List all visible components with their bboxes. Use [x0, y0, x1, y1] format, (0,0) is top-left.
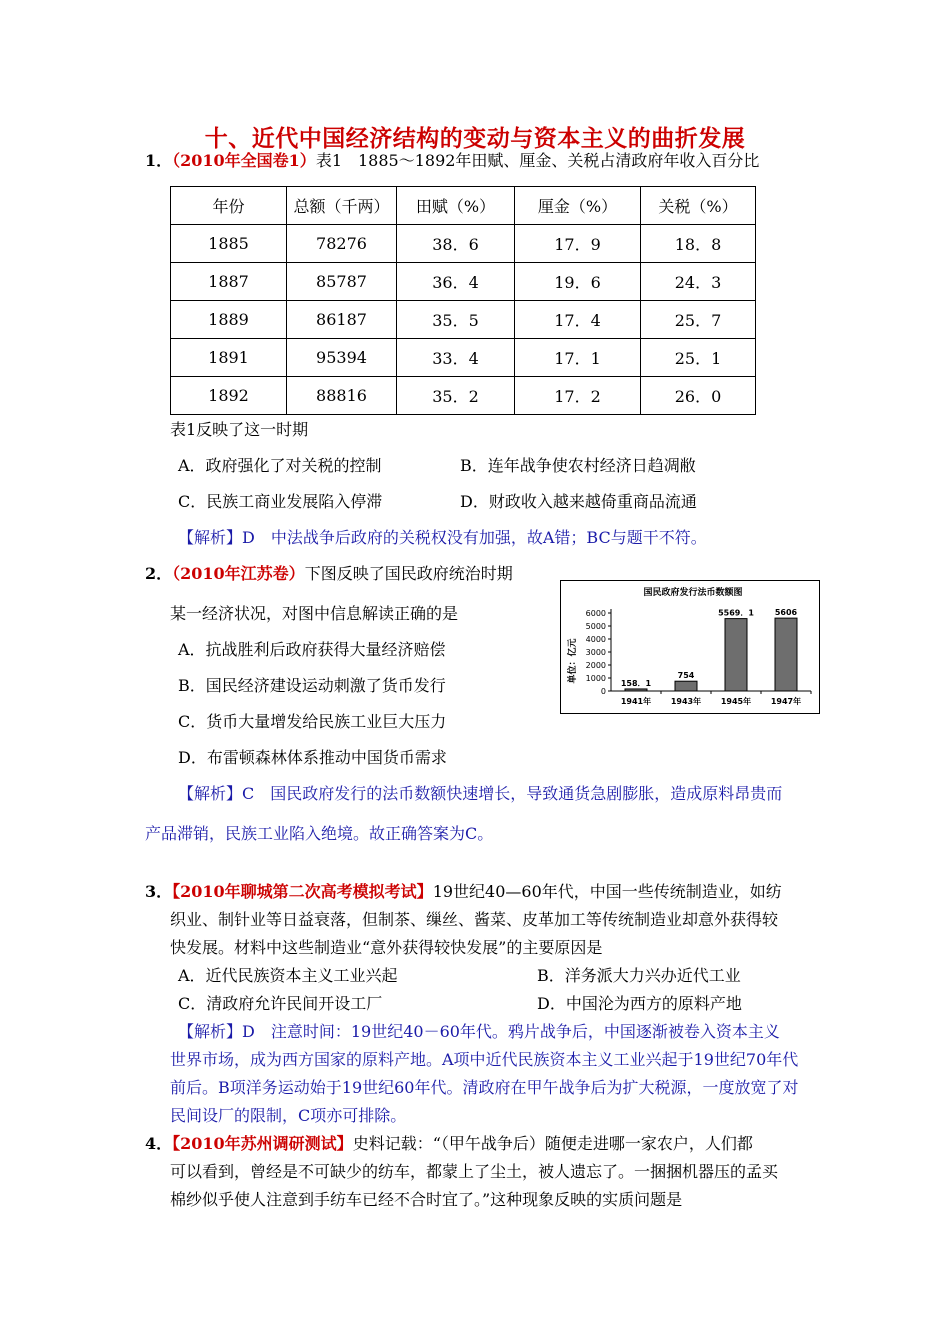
chart-bar	[725, 619, 747, 691]
question-source: 【2010年苏州调研测试】	[172, 1134, 353, 1153]
chart-y-label: 单位：亿元	[568, 638, 578, 684]
table-cell: 33．4	[397, 339, 515, 377]
option-a: A．近代民族资本主义工业兴起	[178, 966, 398, 985]
chart-data-label: 5569．1	[718, 608, 754, 618]
table-header-cell: 关税（%）	[641, 187, 756, 225]
option-b: B．国民经济建设运动刺激了货币发行	[178, 676, 446, 695]
option-d: D．中国沦为西方的原料产地	[537, 994, 742, 1013]
question-3-heading	[145, 884, 782, 900]
table-cell: 25．7	[641, 301, 756, 339]
question-4-heading	[145, 1136, 753, 1152]
table-row	[171, 225, 756, 263]
question-source: （2010年江苏卷）	[172, 564, 305, 583]
option-c: C．民族工商业发展陷入停滞	[178, 492, 383, 511]
chart-y-tick-label: 2000	[585, 661, 606, 670]
table-cell: 1892	[171, 377, 287, 415]
analysis-tag: 【解析】	[178, 528, 243, 547]
analysis-text-cont: 民间设厂的限制，C项亦可排除。	[170, 1106, 407, 1125]
table-cell: 85787	[287, 263, 397, 301]
chart-canvas	[561, 581, 819, 713]
question-stem: 表1 1885～1892年田赋、厘金、关税占清政府年收入百分比	[315, 151, 760, 170]
table-cell: 78276	[287, 225, 397, 263]
table-cell: 24．3	[641, 263, 756, 301]
question-number: 4．	[145, 1134, 173, 1153]
currency-issuance-chart	[560, 580, 820, 714]
table-header-cell: 田赋（%）	[397, 187, 515, 225]
option-b: B．连年战争使农村经济日趋凋敝	[460, 456, 696, 475]
question-2-heading	[145, 566, 513, 582]
table-cell: 17．4	[515, 301, 641, 339]
table-row	[171, 263, 756, 301]
chart-bar	[775, 618, 797, 691]
chart-x-tick-label: 1947年	[770, 697, 802, 706]
table-header-cell: 厘金（%）	[515, 187, 641, 225]
table-cell: 19．6	[515, 263, 641, 301]
table-row	[171, 377, 756, 415]
question-source: （2010年全国卷1）	[172, 151, 316, 170]
question-1-heading	[145, 153, 759, 169]
table-cell: 35．2	[397, 377, 515, 415]
analysis-text-cont: 世界市场，成为西方国家的原料产地。A项中近代民族资本主义工业兴起于19世纪70年代	[170, 1050, 799, 1069]
chart-data-label: 158．1	[620, 678, 652, 688]
question-stem-cont: 某一经济状况，对图中信息解读正确的是	[170, 604, 459, 623]
option-d: D．财政收入越来越倚重商品流通	[460, 492, 697, 511]
table-cell: 36．4	[397, 263, 515, 301]
chart-data-label: 754	[677, 671, 695, 681]
table-cell: 25．1	[641, 339, 756, 377]
analysis-text: D 注意时间：19世纪40－60年代。鸦片战争后，中国逐渐被卷入资本主义	[242, 1022, 780, 1041]
question-stem: 史料记载：“（甲午战争后）随便走进哪一家农户，人们都	[352, 1134, 753, 1153]
table-header-row	[171, 187, 756, 225]
table-cell: 17．9	[515, 225, 641, 263]
revenue-table	[170, 186, 756, 415]
chart-y-tick-label: 3000	[585, 648, 606, 657]
table-cell: 35．5	[397, 301, 515, 339]
table-row	[171, 339, 756, 377]
table-row	[171, 301, 756, 339]
option-d: D．布雷顿森林体系推动中国货币需求	[178, 748, 447, 767]
question-stem-cont: 织业、制针业等日益衰落，但制茶、缫丝、酱菜、皮革加工等传统制造业却意外获得较	[170, 910, 779, 929]
table-cell: 1891	[171, 339, 287, 377]
chart-x-tick-label: 1941年	[620, 697, 652, 706]
table-cell: 18．8	[641, 225, 756, 263]
table-cell: 38．6	[397, 225, 515, 263]
question-number: 1．	[145, 151, 173, 170]
question-number: 2．	[145, 564, 173, 583]
table-cell: 1889	[171, 301, 287, 339]
table-header-cell: 总额（千两）	[287, 187, 397, 225]
analysis	[178, 530, 707, 546]
option-c: C．货币大量增发给民族工业巨大压力	[178, 712, 447, 731]
table-cell: 17．1	[515, 339, 641, 377]
table-cell: 1885	[171, 225, 287, 263]
table-header-cell: 年份	[171, 187, 287, 225]
option-a: A．政府强化了对关税的控制	[178, 456, 382, 475]
analysis	[178, 1024, 780, 1040]
question-prompt: 表1反映了这一时期	[170, 420, 309, 439]
question-source: 【2010年聊城第二次高考模拟考试】	[172, 882, 433, 901]
analysis-tag: 【解析】	[178, 1022, 243, 1041]
table-cell: 26．0	[641, 377, 756, 415]
analysis-tag: 【解析】	[178, 784, 243, 803]
chart-data-label: 5606	[774, 608, 798, 618]
chart-bar	[625, 689, 647, 691]
chart-title: 国民政府发行法币数额图	[643, 588, 743, 598]
chart-y-tick-label: 4000	[585, 635, 606, 644]
analysis-text-cont: 前后。B项洋务运动始于19世纪60年代。清政府在甲午战争后为扩大税源，一度放宽了对	[170, 1078, 799, 1097]
chart-y-tick-label: 5000	[585, 622, 606, 631]
question-stem-cont: 可以看到，曾经是不可缺少的纺车，都蒙上了尘土，被人遗忘了。一捆捆机器压的孟买	[170, 1162, 779, 1181]
question-stem-cont: 棉纱似乎使人注意到手纺车已经不合时宜了。”这种现象反映的实质问题是	[170, 1190, 683, 1209]
page-title: 十、近代中国经济结构的变动与资本主义的曲折发展	[204, 125, 746, 152]
option-a: A．抗战胜利后政府获得大量经济赔偿	[178, 640, 446, 659]
chart-y-tick-label: 0	[600, 687, 606, 696]
analysis-text-cont: 产品滞销，民族工业陷入绝境。故正确答案为C。	[145, 824, 494, 843]
chart-x-tick-label: 1943年	[670, 697, 702, 706]
table-cell: 86187	[287, 301, 397, 339]
table-cell: 88816	[287, 377, 397, 415]
question-stem: 下图反映了国民政府统治时期	[304, 564, 513, 583]
option-c: C．清政府允许民间开设工厂	[178, 994, 383, 1013]
chart-y-tick-label: 6000	[585, 609, 606, 618]
question-stem-cont: 快发展。材料中这些制造业“意外获得较快发展”的主要原因是	[170, 938, 603, 957]
table-cell: 17．2	[515, 377, 641, 415]
question-number: 3．	[145, 882, 173, 901]
table-cell: 95394	[287, 339, 397, 377]
chart-y-tick-label: 1000	[585, 674, 606, 683]
table-cell: 1887	[171, 263, 287, 301]
question-stem: 19世纪40—60年代，中国一些传统制造业，如纺	[432, 882, 782, 901]
chart-bar	[675, 681, 697, 691]
option-b: B．洋务派大力兴办近代工业	[537, 966, 741, 985]
analysis-text: D 中法战争后政府的关税权没有加强，故A错；BC与题干不符。	[242, 528, 707, 547]
chart-x-tick-label: 1945年	[720, 697, 752, 706]
analysis-text: C 国民政府发行的法币数额快速增长，导致通货急剧膨胀，造成原料昂贵而	[242, 784, 783, 803]
analysis	[178, 786, 782, 802]
chart-bars	[621, 608, 798, 691]
